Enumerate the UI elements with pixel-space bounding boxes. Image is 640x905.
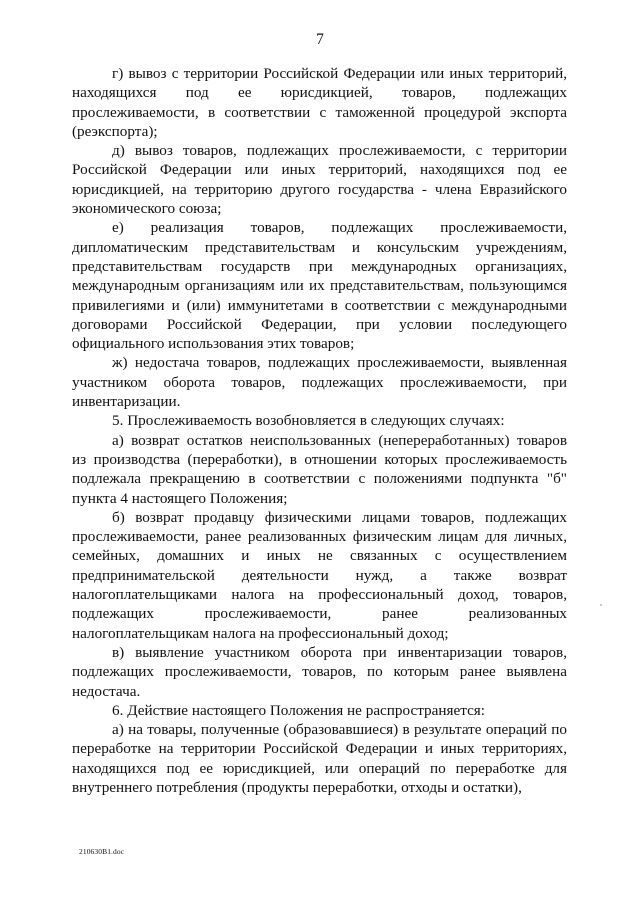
paragraph-g-export: г) вывоз с территории Российской Федерации или иных территорий, находящихся под ее юрисдикцией, товаров, подлежащих прослеживаемости, в соответствии с таможенной процедурой экспорта (реэкспорта); xyxy=(72,65,567,140)
paragraph-6-heading: 6. Действие настоящего Положения не распространяется: xyxy=(112,701,486,719)
paragraph-6a-processed-goods: а) на товары, полученные (образовавшиеся) в результате операций по переработке на территории Российской Федерации и иных территориях, находящихся под ее юрисдикцией, или операций по переработке для внутреннего потребления (продукты переработки, отходы и остатки), xyxy=(72,721,567,796)
paragraph-5a-return-residues: а) возврат остатков неиспользованных (непереработанных) товаров из производства (переработки), в отношении которых прослеживаемость подлежала прекращению в соответствии с положениями подпункта "б" пункта 4 настоящего Положения; xyxy=(72,431,567,507)
paragraph-5-heading: 5. Прослеживаемость возобновляется в следующих случаях: xyxy=(112,412,505,430)
paragraph-e-diplomatic-sale: е) реализация товаров, подлежащих прослеживаемости, дипломатическим представительствам и консульским учреждениям, представительствам государств при международных организациях, международным организациям или их представительствам, пользующимся привилегиями и (или) иммунитетами в соответствии с международными договорами Российской Федерации, при условии последующего официального использования этих товаров; xyxy=(72,219,567,353)
scan-speck xyxy=(600,604,602,606)
paragraph-5v-inventory-found: в) выявление участником оборота при инвентаризации товаров, подлежащих прослеживаемости, товаров, по которым ранее выявлена недостача. xyxy=(72,643,567,700)
document-body xyxy=(72,64,567,797)
page-number: 7 xyxy=(316,31,324,48)
paragraph-zh-shortage: ж) недостача товаров, подлежащих прослеживаемости, выявленная участником оборота товаров, подлежащих прослеживаемости, при инвентаризации. xyxy=(72,354,567,411)
paragraph-5b-return-by-individuals: б) возврат продавцу физическими лицами товаров, подлежащих прослеживаемости, ранее реализованных физическим лицам для личных, семейных, домашних и иных не связанных с осуществлением предпринимательской деятельности нужд, а также возврат налогоплательщиками налога на профессиональный доход, товаров, подлежащих прослеживаемости, ранее реализованных налогоплательщикам налога на профессиональный доход; xyxy=(72,508,567,642)
paragraph-d-eaeu-export: д) вывоз товаров, подлежащих прослеживаемости, с территории Российской Федерации или иных территорий, находящихся под ее юрисдикцией, на территорию другого государства - члена Евразийского экономического союза; xyxy=(72,142,567,218)
footer-filename: 210630B1.doc xyxy=(79,847,125,856)
